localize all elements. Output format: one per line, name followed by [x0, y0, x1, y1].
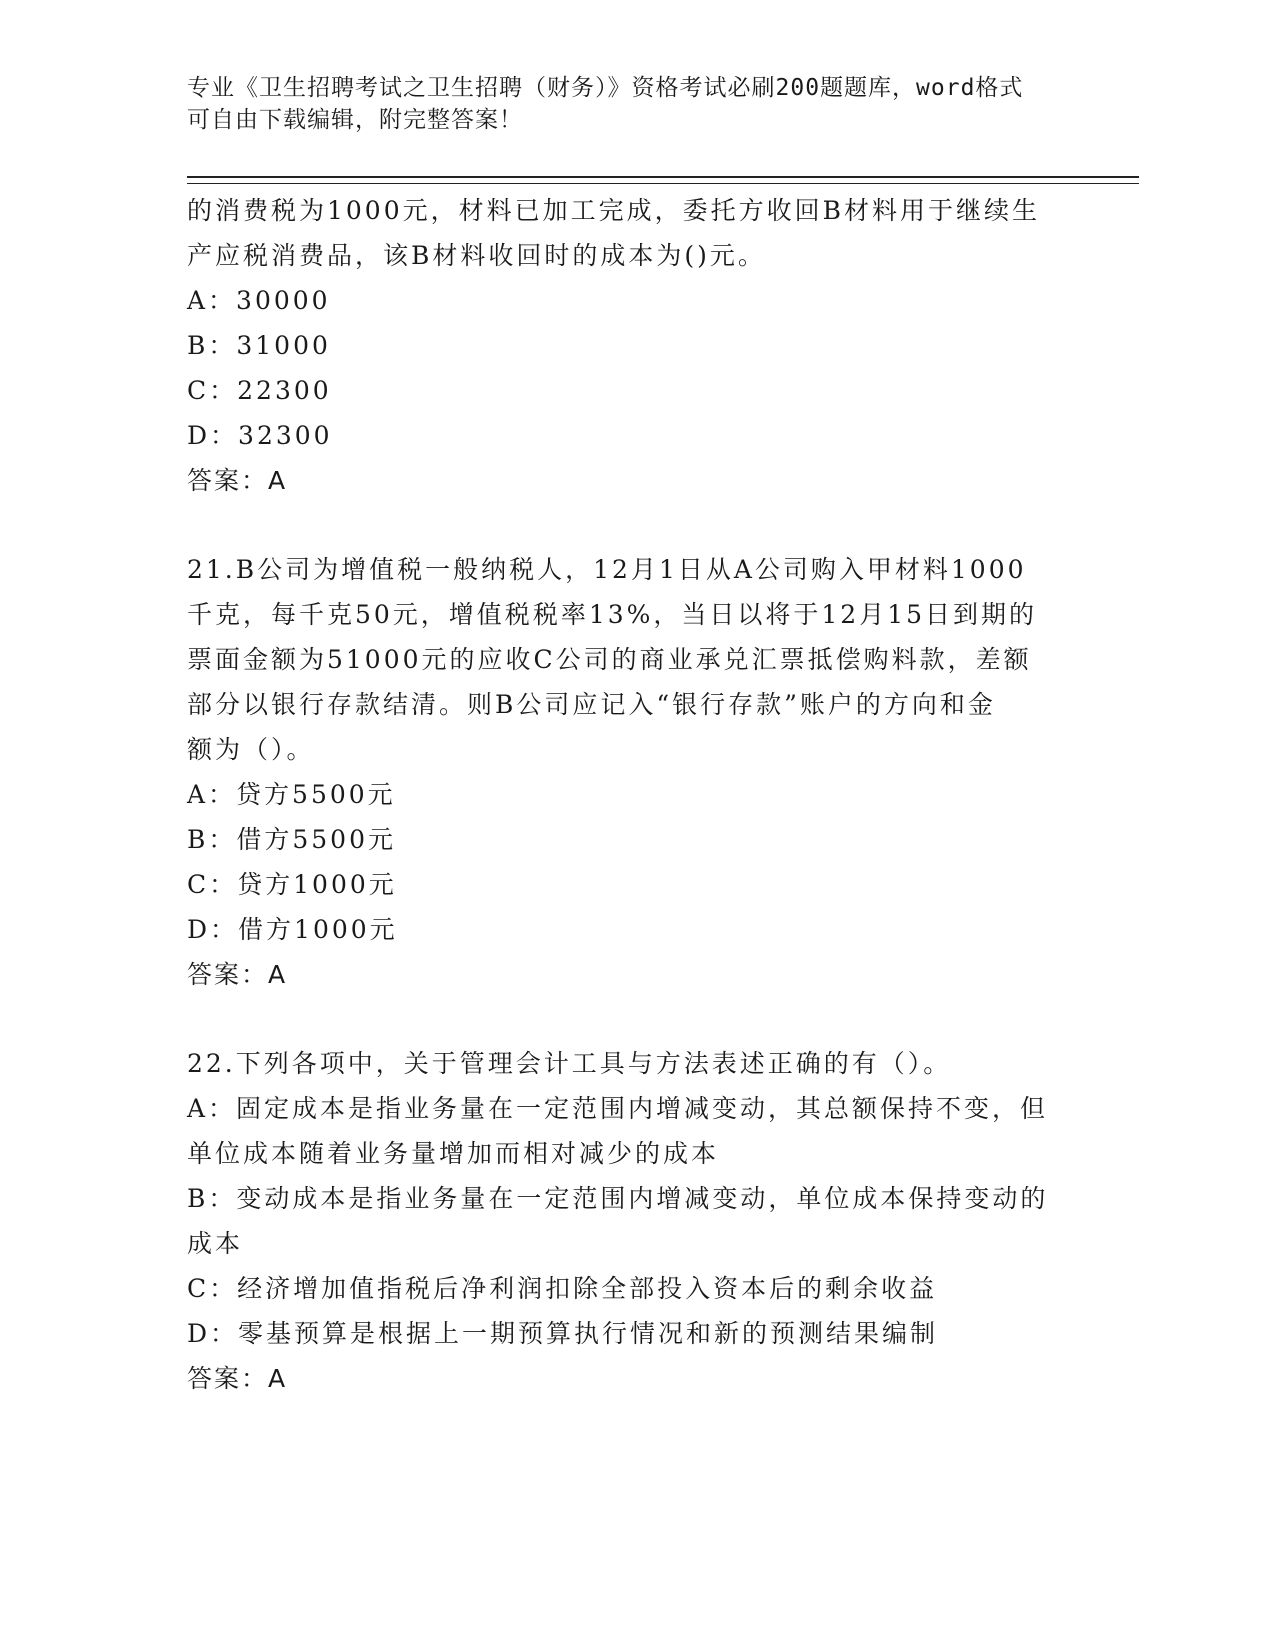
answer-label: 答案：A [187, 960, 288, 989]
option-a: A：30000 [187, 286, 331, 315]
header-divider [187, 176, 1139, 184]
question-stem-line: 21.B公司为增值税一般纳税人，12月1日从A公司购入甲材料1000 [187, 555, 1027, 584]
option-b-continued: 成本 [187, 1229, 244, 1258]
question-stem-line: 票面金额为51000元的应收C公司的商业承兑汇票抵偿购料款，差额 [187, 645, 1032, 674]
option-c: C：贷方1000元 [187, 870, 397, 899]
question-stem-line: 千克，每千克50元，增值税税率13%，当日以将于12月15日到期的 [187, 600, 1038, 629]
question-spacer [187, 503, 1087, 547]
answer-label: 答案：A [187, 1364, 288, 1393]
question-stem-line: 部分以银行存款结清。则B公司应记入“银行存款”账户的方向和金 [187, 690, 996, 719]
question-stem-line: 额为（）。 [187, 735, 315, 764]
header-title-line-1: 专业《卫生招聘考试之卫生招聘（财务）》资格考试必刷200题题库，word格式 [187, 75, 1024, 101]
question-stem-line: 产应税消费品，该B材料收回时的成本为()元。 [187, 241, 766, 270]
document-header [187, 72, 1067, 136]
option-a: A：贷方5500元 [187, 780, 396, 809]
answer-label: 答案：A [187, 466, 288, 495]
question-21 [187, 547, 1087, 997]
option-a: A：固定成本是指业务量在一定范围内增减变动，其总额保持不变，但 [187, 1094, 1049, 1123]
option-c: C：经济增加值指税后净利润扣除全部投入资本后的剩余收益 [187, 1274, 938, 1303]
option-a-continued: 单位成本随着业务量增加而相对减少的成本 [187, 1139, 720, 1168]
option-c: C：22300 [187, 376, 332, 405]
document-body [187, 188, 1087, 1401]
question-stem-line: 的消费税为1000元，材料已加工完成，委托方收回B材料用于继续生 [187, 196, 1040, 225]
option-b: B：变动成本是指业务量在一定范围内增减变动，单位成本保持变动的 [187, 1184, 1049, 1213]
question-spacer [187, 997, 1087, 1041]
option-d: D：借方1000元 [187, 915, 398, 944]
option-d: D：32300 [187, 421, 333, 450]
option-b: B：31000 [187, 331, 331, 360]
option-d: D：零基预算是根据上一期预算执行情况和新的预测结果编制 [187, 1319, 939, 1348]
header-title-line-2: 可自由下载编辑，附完整答案！ [187, 107, 523, 133]
question-22 [187, 1041, 1087, 1401]
option-b: B：借方5500元 [187, 825, 396, 854]
question-stem: 22.下列各项中，关于管理会计工具与方法表述正确的有（）。 [187, 1049, 952, 1078]
question-20-continuation [187, 188, 1087, 503]
